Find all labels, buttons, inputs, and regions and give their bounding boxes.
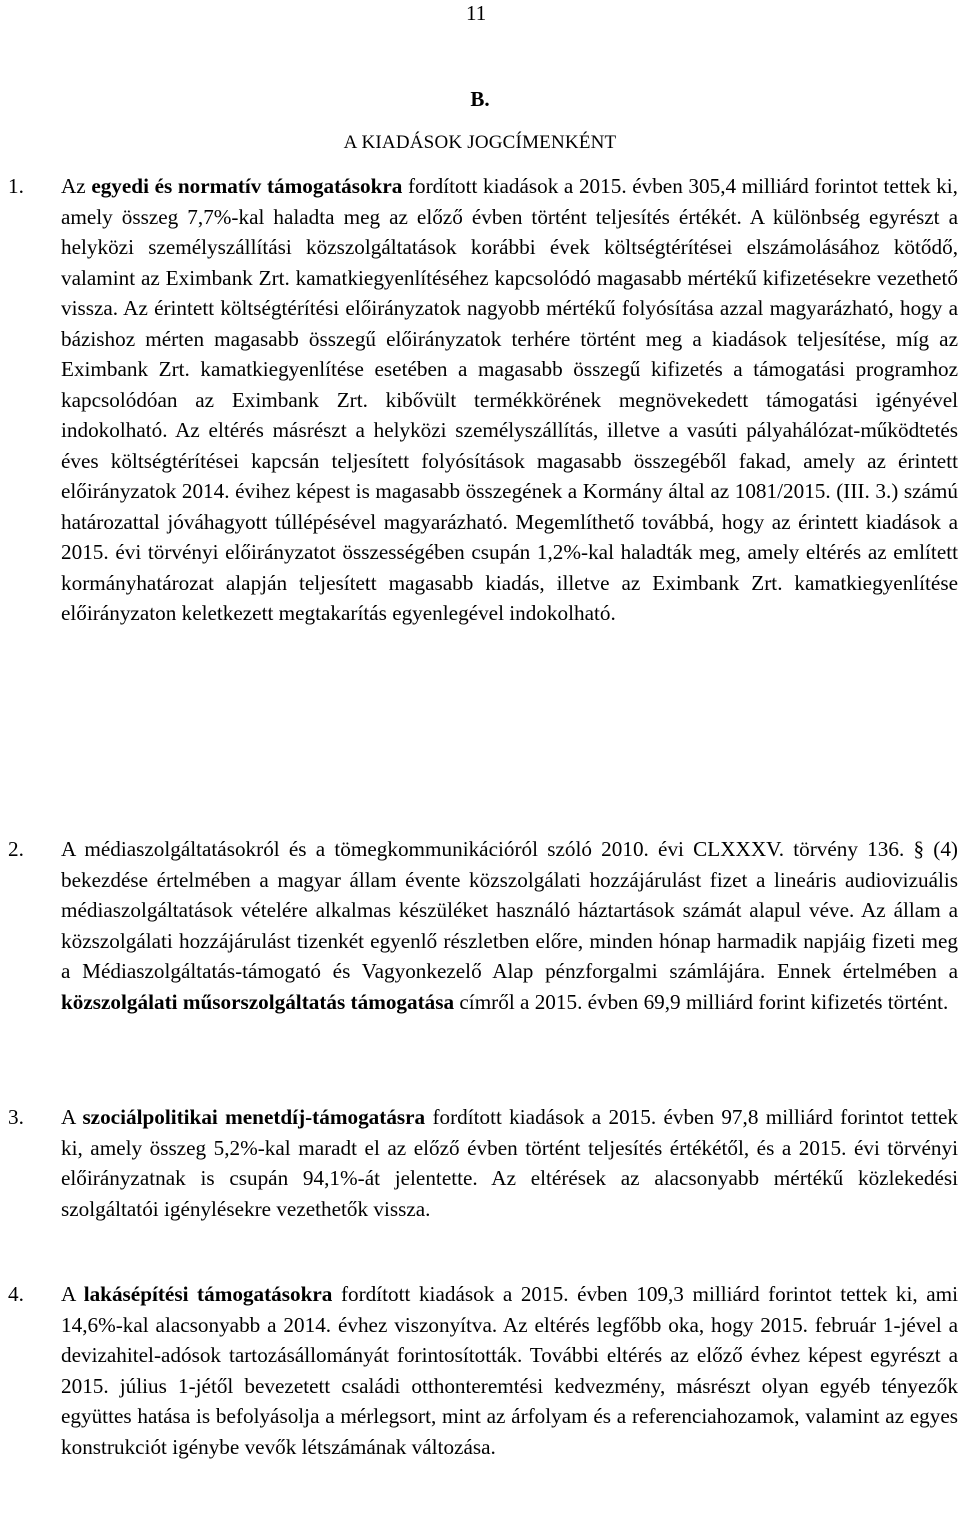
text-run: A bbox=[61, 1282, 84, 1306]
section-letter: B. bbox=[470, 87, 490, 111]
list-item-number: 3. bbox=[8, 1105, 24, 1129]
bold-term: lakásépítési támogatásokra bbox=[83, 1282, 333, 1306]
text-run: A médiaszolgáltatásokról és a tömegkommunikációról szóló 2010. évi CLXXXV. törvény 136. § (4) bekezdése értelmében a magyar állam évente közszolgálati hozzájárulást fizet a lineáris audiovizuális médiaszolgáltatások vételére alkalmas készüléket használó háztartások számát alapul véve. Az állam a közszolgálati hozzájárulást tizenkét egyenlő részletben előre, minden hónap harmadik napjáig fizeti meg a Médiaszolgáltatás-támogató és Vagyonkezelő Alap pénzforgalmi számlájára. Ennek értelmében a bbox=[61, 837, 958, 983]
text-run: Az bbox=[61, 174, 92, 198]
text-run: fordított kiadások a 2015. évben 305,4 milliárd forintot tettek ki, amely összeg 7,7%-kal haladta meg az előző évben történt teljesítés értékét. A különbség egyrészt a helyközi személyszállítási közszolgáltatások korábbi évek költségtérítései elszámolásához kötődő, valamint az Eximbank Zrt. kamatkiegyenlítéséhez kapcsolódó magasabb mértékű kifizetésekre vezethető vissza. Az érintett költségtérítési előirányzatok nagyobb mértékű folyósítása azzal magyarázható, hogy a bázishoz mérten magasabb összegű előirányzatok terhére történt meg a kiadások teljesítése, míg az Eximbank Zrt. kamatkiegyenlítése esetében a magasabb összegű kifizetés a támogatási programhoz kapcsolódóan az Eximbank Zrt. kibővült termékkörének megnövekedett támogatási igényével indokolható. Az eltérés másrészt a helyközi személyszállítás, illetve a vasúti pályahálózat-működtetés éves költségtérítései kapcsán teljesített folyósítások magasabb összegéből fakad, amely az érintett előirányzatok 2014. évihez képest is magasabb összegének a Kormány által az 1081/2015. (III. 3.) számú határozattal jóváhagyott túllépésével magyarázható. Megemlíthető továbbá, hogy az érintett kiadások a 2015. évi törvényi előirányzatot összességében csupán 1,2%-kal haladták meg, amely eltérés az említett kormányhatározat alapján teljesített magasabb kiadás, illetve az Eximbank Zrt. kamatkiegyenlítése előirányzaton keletkezett megtakarítás egyenlegével indokolható. bbox=[61, 174, 958, 625]
list-item-number: 2. bbox=[8, 837, 24, 861]
list-item-number: 4. bbox=[8, 1282, 24, 1306]
list-item bbox=[0, 834, 958, 1017]
list-item-text bbox=[61, 1102, 958, 1224]
list-item bbox=[0, 1279, 958, 1462]
bold-term: közszolgálati műsorszolgáltatás támogatása bbox=[61, 989, 455, 1014]
text-run: A bbox=[61, 1105, 83, 1129]
list-item bbox=[0, 171, 958, 629]
bold-term: egyedi és normatív támogatásokra bbox=[91, 174, 403, 198]
text-run: címről a 2015. évben 69,9 milliárd forint kifizetés történt. bbox=[454, 989, 949, 1014]
list-item-text bbox=[61, 834, 958, 1017]
list-item-number: 1. bbox=[8, 174, 24, 198]
section-title: A KIADÁSOK JOGCÍMENKÉNT bbox=[343, 132, 617, 153]
bold-term: szociálpolitikai menetdíj-támogatásra bbox=[82, 1105, 426, 1129]
text-run: fordított kiadások a 2015. évben 109,3 milliárd forintot tettek ki, ami 14,6%-kal alacsonyabb a 2014. évhez viszonyítva. Az eltérés legfőbb oka, hogy 2015. február 1-jével a devizahitel-adósok tartozásállományát forintosították. További eltérés az előző évhez képest egyrészt a 2015. július 1-jétől bevezetett családi otthonteremtési kedvezmény, másrészt olyan egyéb tényezők együttes hatása is befolyásolja a mérlegsort, mint az árfolyam és a referenciahozamok, valamint az egyes konstrukciót igénybe vevők létszámának változása. bbox=[61, 1282, 958, 1459]
list-item bbox=[0, 1102, 958, 1224]
text-run: fordított kiadások a 2015. évben 97,8 milliárd forintot tettek ki, amely összeg 5,2%-kal maradt el az előző évben történt teljesítés értékétől, és a 2015. évi törvényi előirányzatnak is csupán 94,1%-át jelentette. Az eltérések az alacsonyabb mértékű közlekedési szolgáltatói igénylésekre vezethetők vissza. bbox=[61, 1105, 958, 1221]
list-item-text bbox=[61, 1279, 958, 1462]
page-number: 11 bbox=[466, 1, 487, 25]
list-item-text bbox=[61, 171, 958, 629]
